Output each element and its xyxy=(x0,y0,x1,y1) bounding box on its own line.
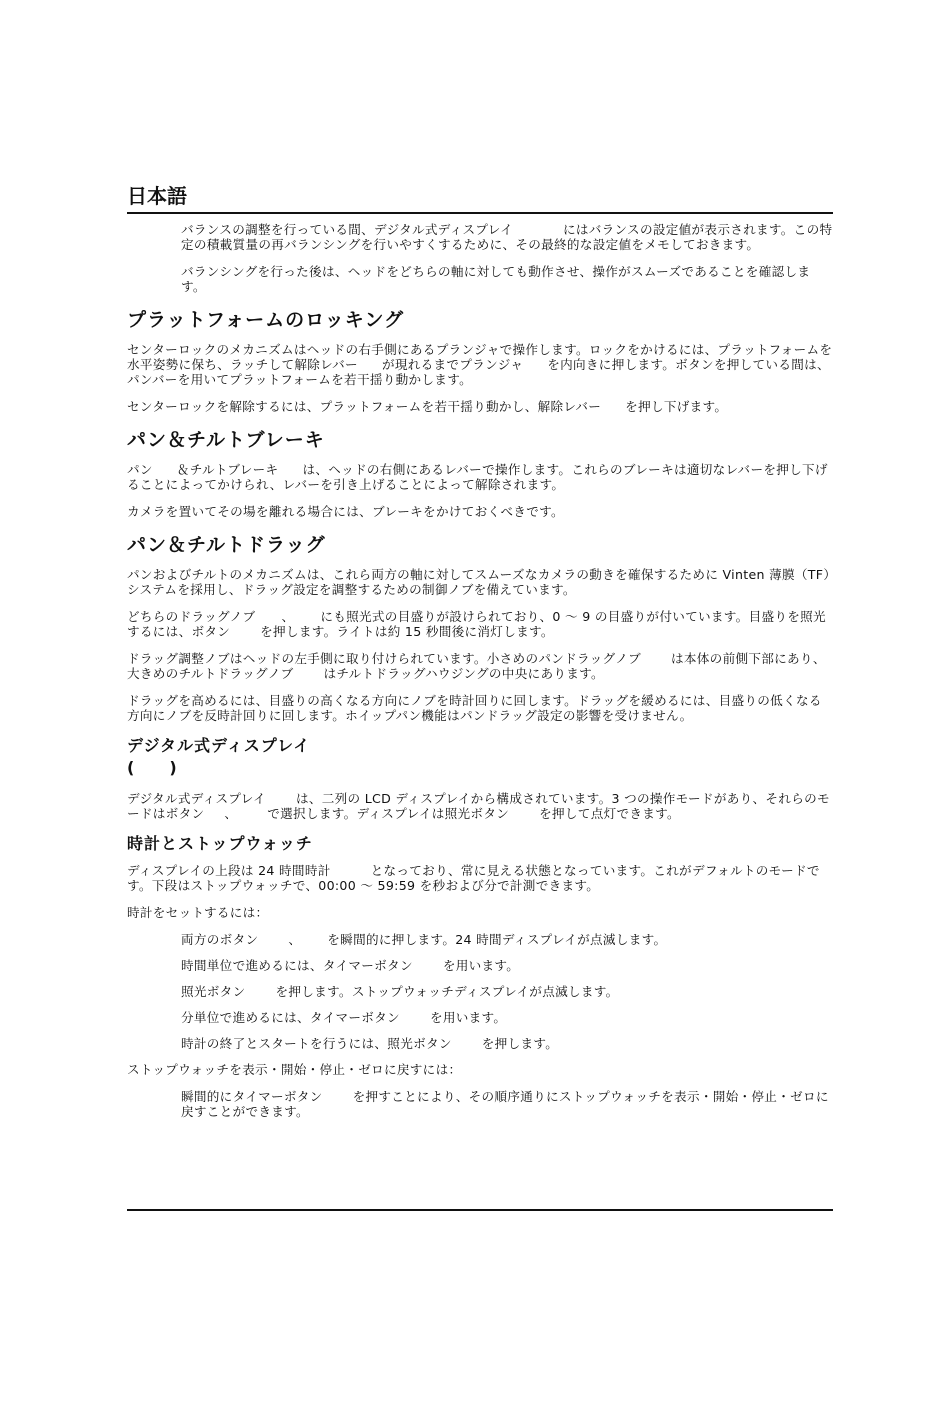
brake-paragraph-1: パン ＆チルトブレーキ は、ヘッドの右側にあるレバーで操作します。これらのブレーキは適切なレバーを押し下げることによってかけられ、レバーを引き上げることによって解除されます。 xyxy=(127,462,828,492)
drag-paragraph-1: パンおよびチルトのメカニズムは、これら両方の軸に対してスムーズなカメラの動きを確保するために Vinten 薄膜（TF）システムを採用し、ドラッグ設定を調整するための制御ノブを備えています。 xyxy=(127,567,830,597)
section-heading-pan-tilt-brake: パン＆チルトブレーキ xyxy=(127,429,325,451)
brake-paragraph-2: カメラを置いてその場を離れる場合には、ブレーキをかけておくべきです。 xyxy=(127,504,564,519)
clock-paragraph-1: ディスプレイの上段は 24 時間時計 となっており、常に見える状態となっています。これがデフォルトのモードです。下段はストップウォッチで、00:00 ～ 59:59 を秒および分で計測できます。 xyxy=(127,863,820,893)
stopwatch-step-1: 瞬間的にタイマーボタン を押すことにより、その順序通りにストップウォッチを表示・開始・停止・ゼロに戻すことができます。 xyxy=(181,1089,829,1119)
clock-set-step-3: 照光ボタン を押します。ストップウォッチディスプレイが点滅します。 xyxy=(181,984,619,999)
manual-page xyxy=(127,182,833,1130)
language-title: 日本語 xyxy=(127,182,833,214)
clock-set-step-5: 時計の終了とスタートを行うには、照光ボタン を押します。 xyxy=(181,1036,559,1051)
stopwatch-label: ストップウォッチを表示・開始・停止・ゼロに戻すには： xyxy=(127,1062,462,1077)
drag-paragraph-4: ドラッグを高めるには、目盛りの高くなる方向にノブを時計回りに回します。ドラッグを緩めるには、目盛りの低くなる方向にノブを反時計回りに回します。ホイップパン機能はパンドラッグ設定の影響を受けません。 xyxy=(127,693,822,723)
section-heading-platform-locking: プラットフォームのロッキング xyxy=(127,309,405,331)
clock-set-step-1: 両方のボタン 、 を瞬間的に押します。24 時間ディスプレイが点滅します。 xyxy=(181,932,667,947)
clock-set-step-4: 分単位で進めるには、タイマーボタン を用います。 xyxy=(181,1010,507,1025)
bottom-divider xyxy=(127,1209,833,1211)
section-heading-digital-display: デジタル式ディスプレイ ( ) xyxy=(127,736,311,777)
platform-paragraph-2: センターロックを解除するには、プラットフォームを若干揺り動かし、解除レバー を押し下げます。 xyxy=(127,399,728,414)
section-heading-clock-stopwatch: 時計とストップウォッチ xyxy=(127,834,313,853)
intro-paragraph-2: バランシングを行った後は、ヘッドをどちらの軸に対しても動作させ、操作がスムーズであることを確認します。 xyxy=(181,264,811,294)
drag-paragraph-3: ドラッグ調整ノブはヘッドの左手側に取り付けられています。小さめのパンドラッグノブ は本体の前側下部にあり、大きめのチルトドラッグノブ はチルトドラッグハウジングの中央にあります。 xyxy=(127,651,826,681)
drag-paragraph-2: どちらのドラッグノブ 、 にも照光式の目盛りが設けられており、0 ～ 9 の目盛りが付いています。目盛りを照光するには、ボタン を押します。ライトは約 15 秒間後に消灯します。 xyxy=(127,609,826,639)
clock-set-label: 時計をセットするには： xyxy=(127,905,269,920)
section-heading-pan-tilt-drag: パン＆チルトドラッグ xyxy=(127,534,326,556)
platform-paragraph-1: センターロックのメカニズムはヘッドの右手側にあるプランジャで操作します。ロックをかけるには、プラットフォームを水平姿勢に保ち、ラッチして解除レバー が現れるまでプランジャ を内向きに押します。ボタンを押している間は、パンバーを用いてプラットフォームを若干揺り動かします。 xyxy=(127,342,833,387)
intro-paragraph-1: バランスの調整を行っている間、デジタル式ディスプレイ にはバランスの設定値が表示されます。この特定の積載質量の再バランシングを行いやすくするために、その最終的な設定値をメモしておきます。 xyxy=(181,222,833,252)
clock-set-step-2: 時間単位で進めるには、タイマーボタン を用います。 xyxy=(181,958,520,973)
display-paragraph-1: デジタル式ディスプレイ は、二列の LCD ディスプレイから構成されています。3 つの操作モードがあり、それらのモードはボタン 、 で選択します。ディスプレイは照光ボタン を押して点灯できます。 xyxy=(127,791,830,821)
